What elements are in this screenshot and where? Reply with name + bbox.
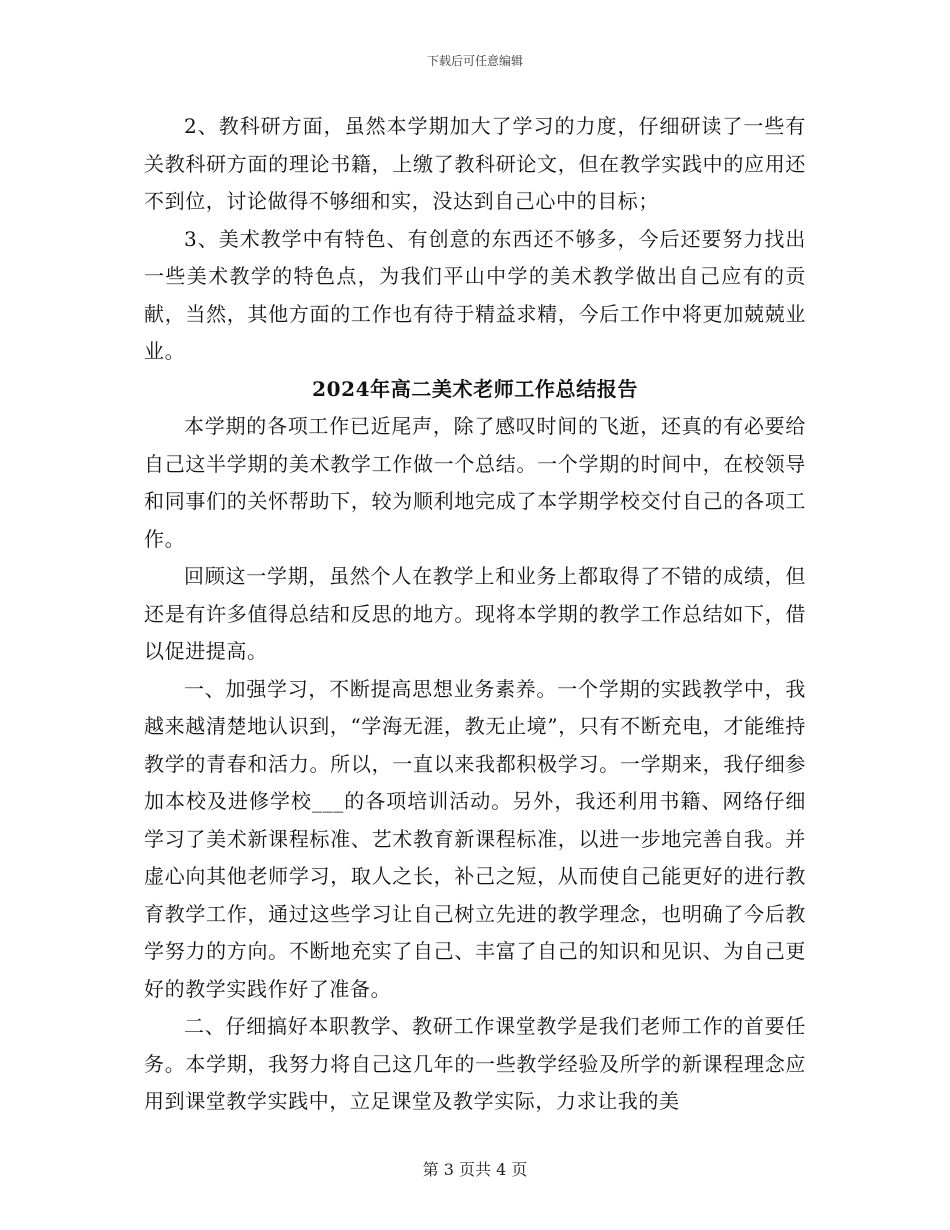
paragraph-review: 回顾这一学期，虽然个人在教学上和业务上都取得了不错的成绩，但还是有许多值得总结和反思的地方。现将本学期的教学工作总结如下，借以促进提高。 [144, 564, 806, 663]
document-body [144, 108, 806, 1121]
paragraph-intro: 本学期的各项工作已近尾声，除了感叹时间的飞逝，还真的有必要给自己这半学期的美术教学工作做一个总结。一个学期的时间中，在校领导和同事们的关怀帮助下，较为顺利地完成了本学期学校交付自己的各项工作。 [144, 414, 806, 551]
paragraph-teaching-research: 2、教科研方面，虽然本学期加大了学习的力度，仔细研读了一些有关教科研方面的理论书籍，上缴了教科研论文，但在教学实践中的应用还不到位，讨论做得不够细和实，没达到自己心中的目标； [144, 114, 806, 213]
paragraph-study: 一、加强学习，不断提高思想业务素养。一个学期的实践教学中，我越来越清楚地认识到，“学海无涯，教无止境”，只有不断充电，才能维持教学的青春和活力。所以，一直以来我都积极学习。一学期来，我仔细参加本校及进修学校___的各项培训活动。另外，我还利用书籍、网络仔细学习了美术新课程标准、艺术教育新课程标准，以进一步地完善自我。并虚心向其他老师学习，取人之长，补己之短，从而使自己能更好的进行教育教学工作，通过这些学习让自己树立先进的教学理念，也明确了今后教学努力的方向。不断地充实了自己、丰富了自己的知识和见识、为自己更好的教学实践作好了准备。 [144, 676, 806, 1001]
paragraph-teaching: 二、仔细搞好本职教学、教研工作课堂教学是我们老师工作的首要任务。本学期，我努力将自己这几年的一些教学经验及所学的新课程理念应用到课堂教学实践中，立足课堂及教学实际，力求让我的美 [144, 1014, 806, 1113]
page-header: 下载后可任意编辑 [426, 54, 523, 68]
page-footer: 第 3 页共 4 页 [422, 1160, 528, 1179]
paragraph-art-features: 3、美术教学中有特色、有创意的东西还不够多，今后还要努力找出一些美术教学的特色点，为我们平山中学的美术教学做出自己应有的贡献，当然，其他方面的工作也有待于精益求精，今后工作中将更加兢兢业业。 [144, 226, 806, 363]
section-title: 2024年高二美术老师工作总结报告 [312, 376, 638, 401]
